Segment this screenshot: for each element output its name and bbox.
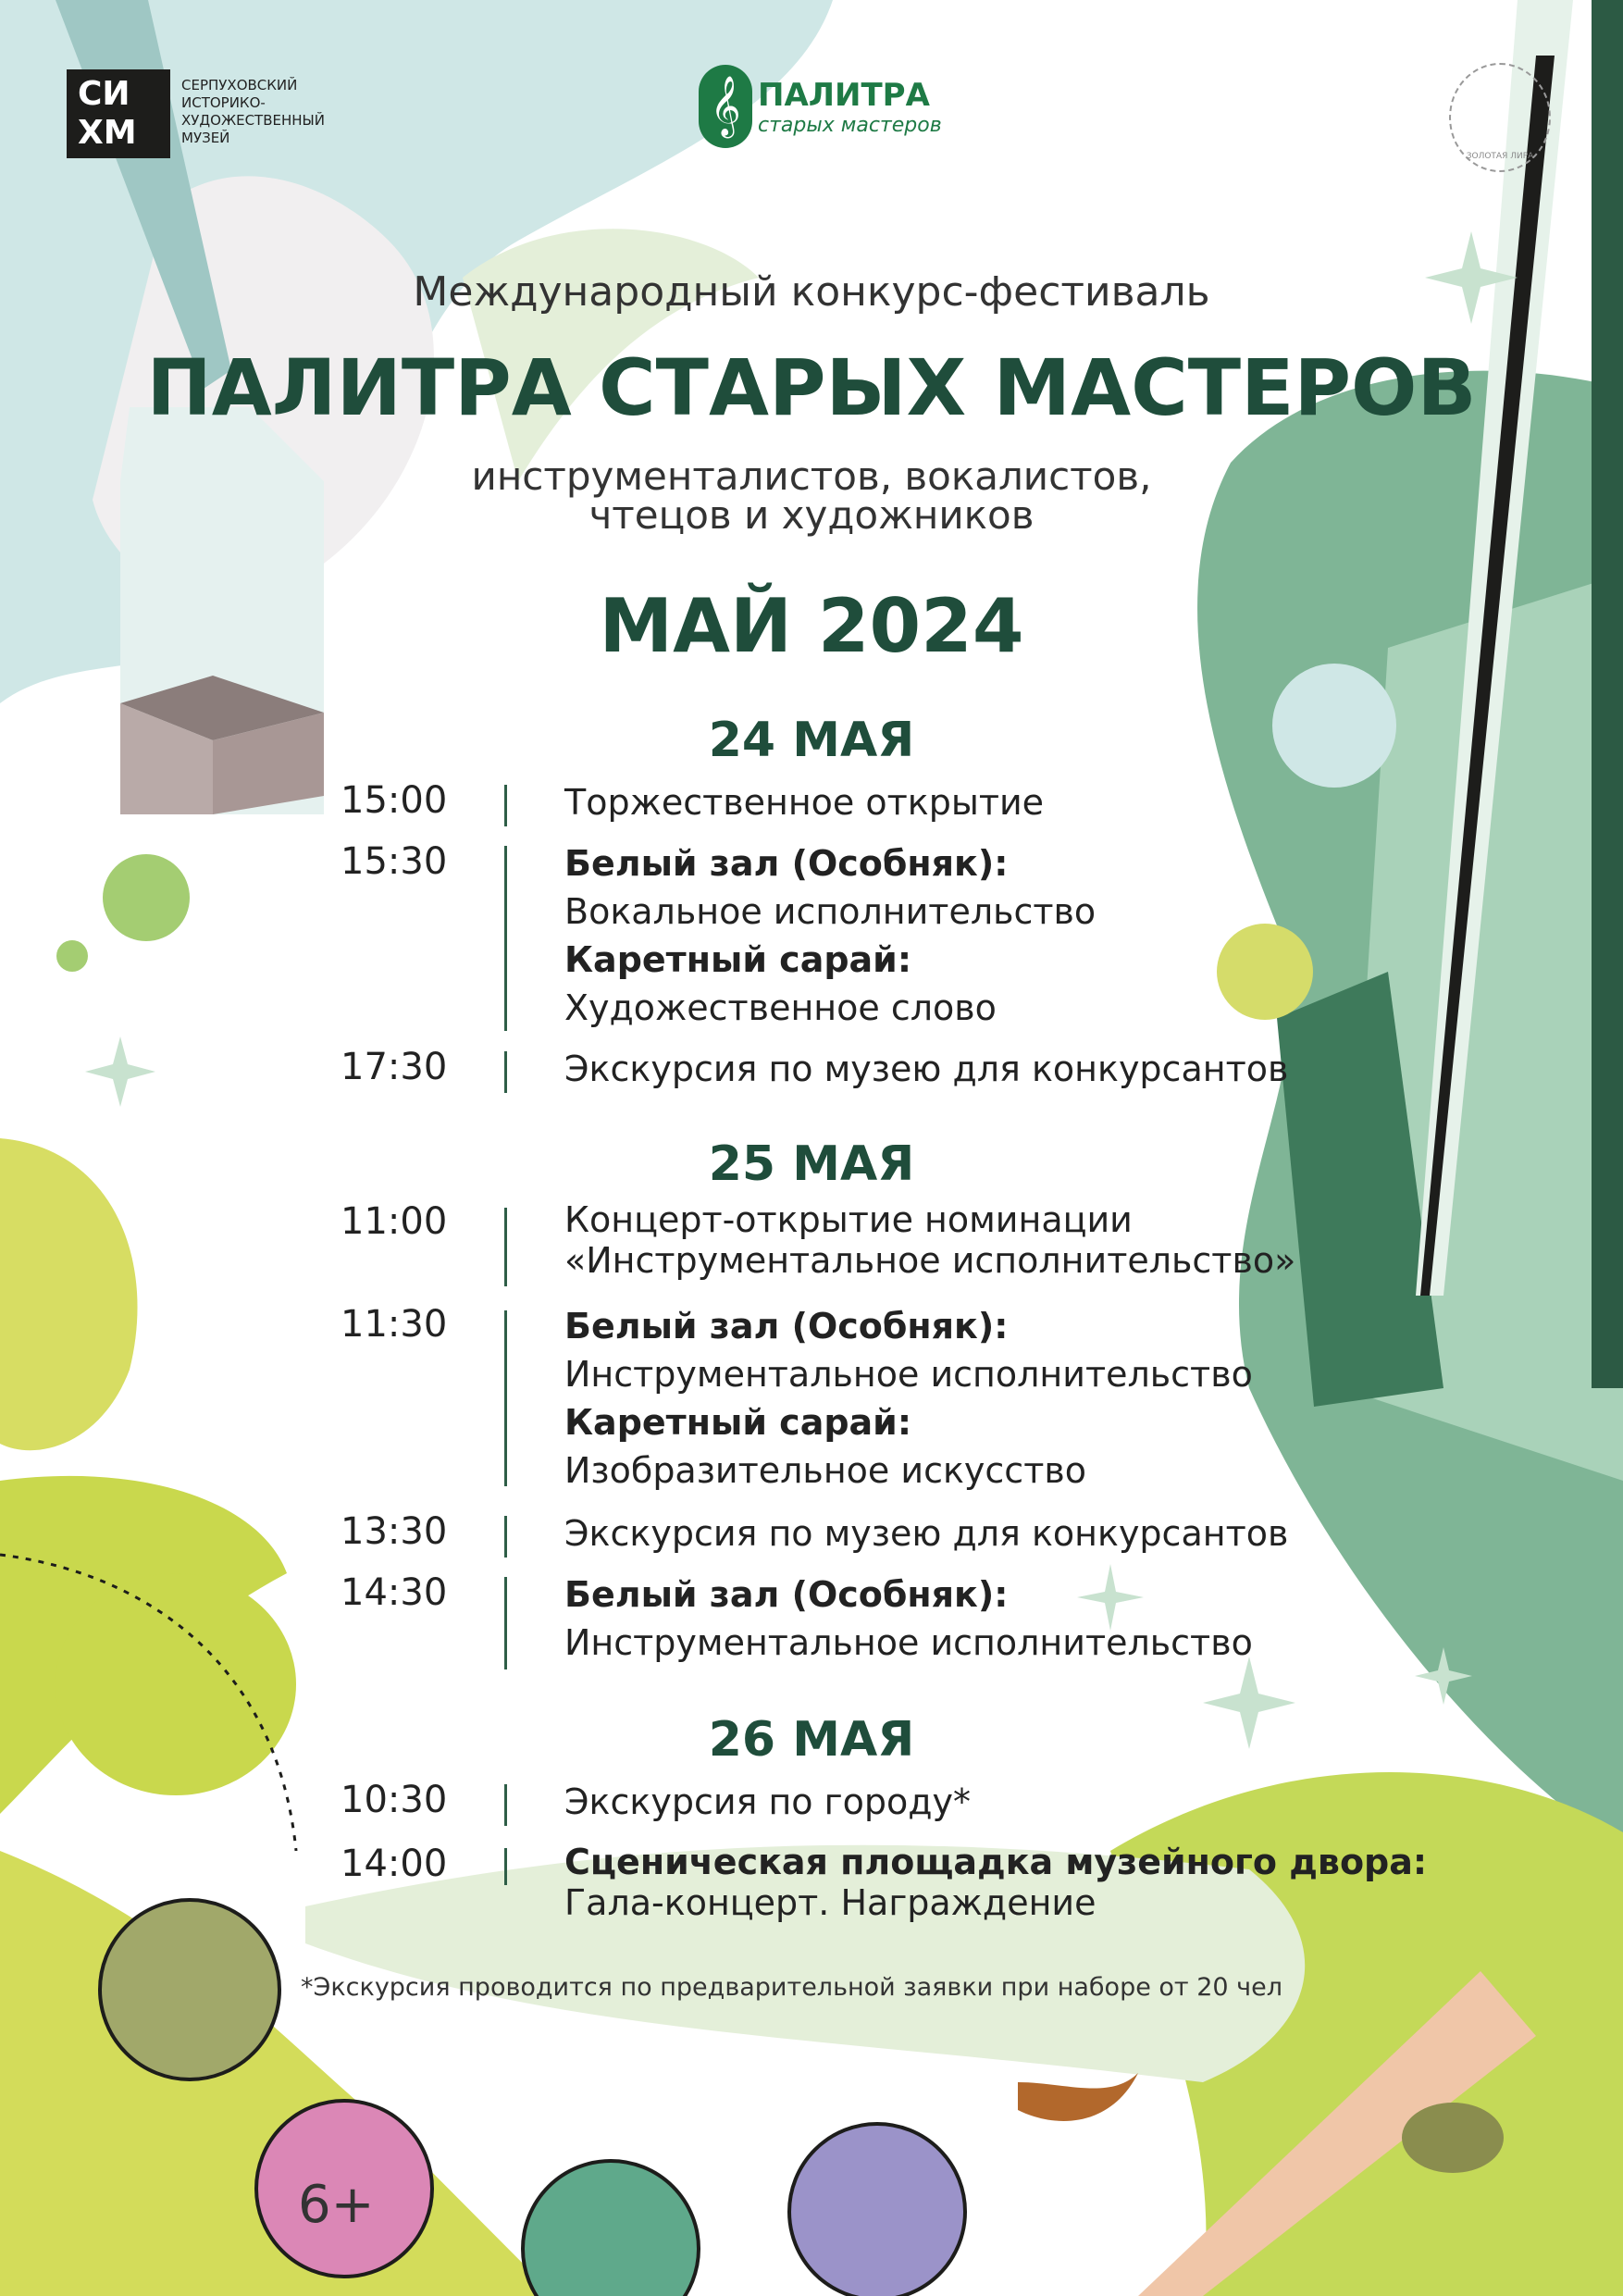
event-time: 14:00 [341, 1843, 448, 1885]
museum-name-line: СЕРПУХОВСКИЙ [181, 77, 298, 93]
festival-kicker: Международный конкурс-фестиваль [413, 268, 1210, 316]
event-line: Гала-концерт. Награждение [564, 1882, 1096, 1923]
logo-mark-line: ХМ [78, 114, 137, 152]
seal [1449, 63, 1551, 172]
event-line: Инструментальное исполнительство [564, 1354, 1253, 1395]
museum-name [181, 69, 325, 158]
divider [504, 1051, 507, 1093]
venue-label: Белый зал (Особняк): [564, 1574, 1009, 1615]
footnote: *Экскурсия проводится по предварительной заявки при наборе от 20 чел [301, 1973, 1282, 2002]
event-time: 11:30 [341, 1303, 448, 1346]
divider [504, 1310, 507, 1486]
divider [504, 1784, 507, 1826]
seal-text: ЗОЛОТАЯ ЛИРА [1466, 152, 1534, 161]
event-time: 10:30 [341, 1779, 448, 1821]
event-description [564, 1302, 1253, 1495]
festival-month: МАЙ 2024 [599, 583, 1024, 669]
treble-clef-icon: 𝄞 [699, 65, 752, 148]
event-line: Торжественное открытие [564, 782, 1045, 823]
museum-logo [67, 69, 325, 158]
event-line: Экскурсия по музею для конкурсантов [564, 1513, 1289, 1554]
festival-subtitle-1: инструменталистов, вокалистов, [471, 453, 1152, 499]
venue-label: Белый зал (Особняк): [564, 843, 1009, 884]
divider [504, 846, 507, 1031]
divider [504, 785, 507, 826]
venue-label: Каретный сарай: [564, 939, 912, 980]
venue-label: Белый зал (Особняк): [564, 1306, 1009, 1347]
festival-logo-title: ПАЛИТРА [758, 76, 930, 114]
event-line: Экскурсия по музею для конкурсантов [564, 1049, 1289, 1089]
divider [504, 1848, 507, 1885]
event-time: 13:30 [341, 1510, 448, 1553]
divider [504, 1577, 507, 1669]
day-heading: 26 МАЯ [708, 1712, 915, 1768]
event-description [564, 1045, 1288, 1093]
venue-label: Каретный сарай: [564, 1402, 912, 1443]
event-line: Вокальное исполнительство [564, 891, 1096, 932]
divider [504, 1516, 507, 1558]
museum-name-line: МУЗЕЙ [181, 130, 230, 146]
day-heading: 24 МАЯ [708, 713, 915, 768]
day-heading: 25 МАЯ [708, 1136, 915, 1192]
festival-logo-subtitle: старых мастеров [758, 113, 942, 137]
event-time: 14:30 [341, 1571, 448, 1614]
venue-label: Сценическая площадка музейного двора: [564, 1842, 1428, 1882]
event-description [564, 1778, 971, 1826]
event-time: 17:30 [341, 1046, 448, 1088]
event-description [564, 1842, 1427, 1923]
event-description [564, 1509, 1288, 1558]
event-line: Инструментальное исполнительство [564, 1622, 1253, 1663]
event-line: Экскурсия по городу* [564, 1781, 971, 1822]
festival-title: ПАЛИТРА СТАРЫХ МАСТЕРОВ [146, 342, 1477, 433]
museum-logo-mark [67, 69, 170, 158]
age-rating: 6+ [298, 2175, 375, 2235]
event-description [564, 1199, 1295, 1281]
museum-name-line: ХУДОЖЕСТВЕННЫЙ [181, 112, 325, 129]
logo-mark-line: СИ [78, 75, 130, 113]
event-description [564, 839, 1096, 1032]
divider [504, 1208, 507, 1286]
festival-subtitle-2: чтецов и художников [588, 492, 1035, 538]
museum-name-line: ИСТОРИКО- [181, 94, 266, 111]
event-line: Концерт-открытие номинации [564, 1199, 1133, 1240]
event-line: «Инструментальное исполнительство» [564, 1240, 1296, 1281]
event-time: 15:30 [341, 840, 448, 883]
event-line: Художественное слово [564, 987, 997, 1028]
event-description [564, 778, 1044, 826]
event-description [564, 1570, 1253, 1667]
event-line: Изобразительное искусство [564, 1450, 1086, 1491]
festival-logo [699, 65, 942, 148]
event-time: 15:00 [341, 779, 448, 822]
event-time: 11:00 [341, 1200, 448, 1243]
